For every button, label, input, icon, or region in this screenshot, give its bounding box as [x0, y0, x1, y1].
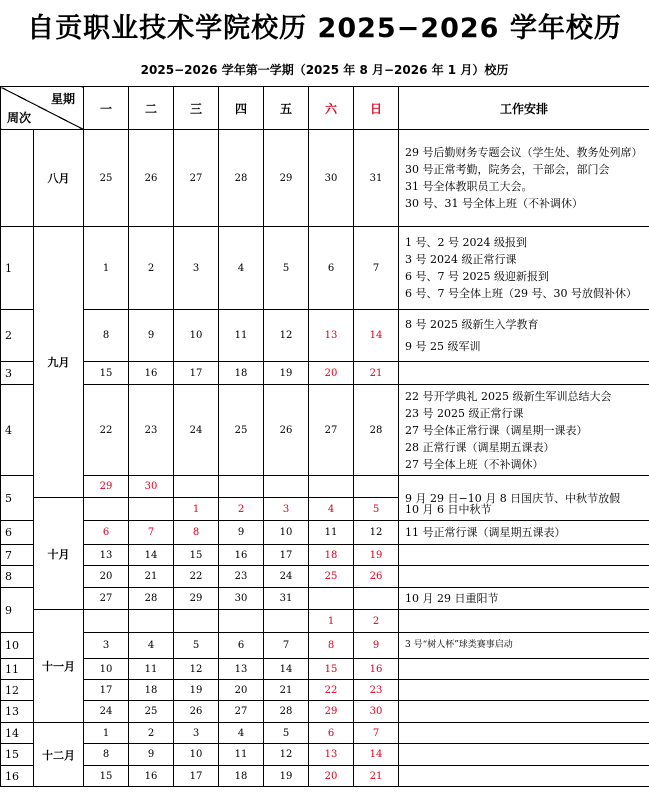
week-number: 5	[1, 476, 34, 521]
day-cell: 17	[174, 362, 219, 385]
day-cell: 13	[84, 545, 129, 566]
day-cell: 2	[219, 498, 264, 521]
day-cell: 20	[84, 566, 129, 588]
work-cell-empty	[399, 701, 649, 723]
day-cell: 8	[84, 744, 129, 766]
table-row	[1, 545, 649, 566]
day-cell: 29	[174, 588, 219, 610]
day-cell: 22	[309, 680, 354, 701]
work-item: 1 号、2 号 2024 级报到	[405, 236, 527, 249]
day-cell: 6	[309, 723, 354, 744]
day-cell: 15	[84, 766, 129, 787]
day-cell: 18	[219, 766, 264, 787]
day-cell: 5	[264, 227, 309, 310]
day-cell: 9	[354, 633, 399, 659]
day-cell: 7	[354, 723, 399, 744]
day-cell	[129, 610, 174, 633]
header-row	[1, 87, 649, 130]
work-item: 6 号、7 号全体上班（29 号、30 号放假补休）	[405, 287, 637, 300]
day-cell: 20	[219, 680, 264, 701]
day-cell: 15	[174, 545, 219, 566]
day-cell: 12	[264, 744, 309, 766]
day-cell: 27	[174, 130, 219, 227]
day-cell: 28	[219, 130, 264, 227]
day-cell: 24	[84, 701, 129, 723]
week-number	[1, 130, 34, 227]
week-number: 13	[1, 701, 34, 723]
day-cell: 3	[174, 723, 219, 744]
day-cell: 15	[84, 362, 129, 385]
work-cell-week6	[399, 502, 649, 545]
day-cell: 31	[354, 130, 399, 227]
day-cell: 8	[174, 521, 219, 545]
day-cell: 30	[219, 588, 264, 610]
work-item: 30 号、31 号全体上班（不补调休）	[405, 197, 583, 210]
day-cell: 10	[174, 744, 219, 766]
day-cell: 4	[219, 227, 264, 310]
day-cell: 1	[84, 227, 129, 310]
header-corner	[1, 87, 84, 130]
day-cell: 16	[219, 545, 264, 566]
day-cell: 11	[219, 310, 264, 362]
day-cell: 10	[174, 310, 219, 362]
page-subtitle: 2025−2026 学年第一学期（2025 年 8 月−2026 年 1 月）校历	[140, 63, 509, 77]
week-number: 6	[1, 521, 34, 545]
day-cell: 2	[129, 723, 174, 744]
day-cell: 16	[129, 766, 174, 787]
work-cell-empty	[399, 659, 649, 680]
day-cell: 4	[129, 633, 174, 659]
day-cell: 27	[219, 701, 264, 723]
day-cell: 23	[219, 566, 264, 588]
day-cell: 2	[354, 610, 399, 633]
day-cell: 25	[219, 385, 264, 476]
week-number: 15	[1, 744, 34, 766]
work-item: 6 号、7 号 2025 级迎新报到	[405, 270, 549, 283]
month-dec: 十二月	[34, 723, 84, 787]
day-cell	[354, 588, 399, 610]
header-day-sun: 日	[354, 87, 399, 130]
day-cell: 20	[309, 362, 354, 385]
work-cell-week5: 9 月 29 日−10 月 8 日国庆节、中秋节放假	[399, 476, 649, 521]
day-cell: 29	[264, 130, 309, 227]
month-nov: 十一月	[34, 610, 84, 723]
day-cell: 11	[129, 659, 174, 680]
day-cell: 12	[264, 310, 309, 362]
day-cell: 15	[309, 659, 354, 680]
work-cell-empty	[399, 744, 649, 766]
table-row	[1, 680, 649, 701]
work-cell-week10: 3 号“树人杯”球类赛事启动	[399, 633, 649, 659]
week-number: 1	[1, 227, 34, 310]
work-cell-empty	[399, 545, 649, 566]
header-day-sat: 六	[309, 87, 354, 130]
day-cell: 18	[309, 545, 354, 566]
day-cell: 23	[129, 385, 174, 476]
day-cell: 25	[129, 701, 174, 723]
day-cell: 9	[219, 521, 264, 545]
day-cell: 17	[84, 680, 129, 701]
day-cell: 11	[309, 521, 354, 545]
table-row	[1, 659, 649, 680]
day-cell: 19	[354, 545, 399, 566]
day-cell: 3	[264, 498, 309, 521]
day-cell: 29	[309, 701, 354, 723]
day-cell: 26	[354, 566, 399, 588]
table-row	[1, 633, 649, 659]
work-item: 22 号开学典礼 2025 级新生军训总结大会	[405, 389, 612, 403]
header-day-fri: 五	[264, 87, 309, 130]
table-row	[1, 723, 649, 744]
day-cell: 9	[129, 310, 174, 362]
day-cell: 26	[264, 385, 309, 476]
day-cell: 12	[174, 659, 219, 680]
week-number: 12	[1, 680, 34, 701]
table-row	[1, 701, 649, 723]
day-cell: 21	[264, 680, 309, 701]
work-cell-aug	[399, 130, 649, 227]
month-oct: 十月	[34, 498, 84, 610]
day-cell: 19	[264, 766, 309, 787]
day-cell: 5	[264, 723, 309, 744]
day-cell: 13	[309, 744, 354, 766]
table-row	[1, 362, 649, 385]
day-cell: 11	[219, 744, 264, 766]
page-title: 自贡职业技术学院校历 2025−2026 学年校历	[27, 13, 622, 44]
week-number: 8	[1, 566, 34, 588]
day-cell: 27	[309, 385, 354, 476]
day-cell	[264, 610, 309, 633]
header-day-mon: 一	[84, 87, 129, 130]
day-cell: 26	[174, 701, 219, 723]
work-item: 10 月 6 日中秋节	[405, 502, 492, 516]
work-item: 11 号正常行课（调星期五课表）	[405, 525, 566, 539]
day-cell: 26	[129, 130, 174, 227]
work-cell-empty	[399, 723, 649, 744]
week-number: 4	[1, 385, 34, 476]
day-cell: 1	[309, 610, 354, 633]
day-cell: 30	[129, 476, 174, 498]
work-cell-empty	[399, 766, 649, 787]
day-cell: 30	[354, 701, 399, 723]
day-cell: 10	[84, 659, 129, 680]
day-cell: 21	[354, 362, 399, 385]
day-cell: 12	[354, 521, 399, 545]
day-cell: 3	[174, 227, 219, 310]
day-cell: 1	[84, 723, 129, 744]
day-cell: 21	[129, 566, 174, 588]
work-cell-empty	[399, 362, 649, 385]
table-row	[1, 310, 649, 362]
day-cell: 3	[84, 633, 129, 659]
day-cell: 31	[264, 588, 309, 610]
table-row	[1, 385, 649, 476]
day-cell: 18	[129, 680, 174, 701]
work-item: 27 号全体上班（不补调休）	[405, 457, 544, 471]
day-cell: 7	[129, 521, 174, 545]
day-cell: 9	[129, 744, 174, 766]
work-cell-empty	[399, 680, 649, 701]
table-row	[1, 766, 649, 787]
day-cell: 21	[354, 766, 399, 787]
table-row	[1, 476, 649, 498]
day-cell: 7	[264, 633, 309, 659]
day-cell	[84, 498, 129, 521]
day-cell: 13	[309, 310, 354, 362]
month-sep: 九月	[34, 227, 84, 498]
day-cell	[174, 476, 219, 498]
week-number: 2	[1, 310, 34, 362]
week-label: 周次	[7, 111, 32, 125]
header-day-thu: 四	[219, 87, 264, 130]
work-item: 9 号 25 级军训	[405, 339, 481, 353]
day-cell: 27	[84, 588, 129, 610]
work-cell-empty	[399, 566, 649, 588]
table-row	[1, 521, 649, 545]
day-cell	[219, 476, 264, 498]
week-number: 3	[1, 362, 34, 385]
day-cell: 14	[354, 310, 399, 362]
day-cell: 23	[354, 680, 399, 701]
day-cell: 14	[264, 659, 309, 680]
work-item: 3 号 2024 级正常行课	[405, 253, 517, 266]
day-cell: 6	[84, 521, 129, 545]
day-cell: 17	[264, 545, 309, 566]
day-cell: 18	[219, 362, 264, 385]
table-row	[1, 130, 649, 227]
day-cell: 2	[129, 227, 174, 310]
day-cell	[264, 476, 309, 498]
table-row	[1, 588, 649, 610]
day-cell: 8	[309, 633, 354, 659]
work-cell-empty	[399, 610, 649, 633]
work-item: 29 号后勤财务专题会议（学生处、教务处列席）	[405, 146, 643, 159]
day-cell: 10	[264, 521, 309, 545]
day-cell	[219, 610, 264, 633]
day-cell	[174, 610, 219, 633]
day-cell	[129, 498, 174, 521]
day-cell: 4	[219, 723, 264, 744]
day-cell: 29	[84, 476, 129, 498]
day-cell: 22	[174, 566, 219, 588]
day-cell: 28	[129, 588, 174, 610]
work-item: 8 号 2025 级新生入学教育	[405, 317, 539, 331]
day-cell: 5	[174, 633, 219, 659]
day-cell: 14	[354, 744, 399, 766]
day-cell	[354, 476, 399, 498]
day-cell: 8	[84, 310, 129, 362]
work-item: 28 正常行课（调星期五课表）	[405, 440, 555, 454]
week-number: 14	[1, 723, 34, 744]
header-work: 工作安排	[399, 87, 649, 130]
day-cell: 16	[354, 659, 399, 680]
day-cell: 13	[219, 659, 264, 680]
day-cell: 6	[219, 633, 264, 659]
day-cell: 20	[309, 766, 354, 787]
day-cell: 7	[354, 227, 399, 310]
week-number: 16	[1, 766, 34, 787]
day-cell	[309, 588, 354, 610]
work-cell-week4	[399, 385, 649, 476]
day-cell: 17	[174, 766, 219, 787]
day-cell: 14	[129, 545, 174, 566]
day-cell: 19	[174, 680, 219, 701]
work-cell-week9: 10 月 29 日重阳节	[399, 588, 649, 610]
work-cell-week1	[399, 227, 649, 310]
day-cell	[309, 476, 354, 498]
weekday-label: 星期	[50, 92, 75, 106]
table-row	[1, 610, 649, 633]
day-cell: 6	[309, 227, 354, 310]
work-item: 31 号全体教职员工大会。	[405, 180, 533, 193]
day-cell: 25	[84, 130, 129, 227]
month-aug: 八月	[34, 130, 84, 227]
day-cell: 24	[264, 566, 309, 588]
table-row	[1, 744, 649, 766]
day-cell: 30	[309, 130, 354, 227]
work-cell-week2	[399, 310, 649, 362]
week-number: 11	[1, 659, 34, 680]
work-item: 23 号 2025 级正常行课	[405, 406, 524, 420]
week-number: 9	[1, 588, 34, 633]
day-cell	[84, 610, 129, 633]
day-cell: 24	[174, 385, 219, 476]
day-cell: 5	[354, 498, 399, 521]
table-row	[1, 566, 649, 588]
day-cell: 4	[309, 498, 354, 521]
day-cell: 16	[129, 362, 174, 385]
day-cell: 22	[84, 385, 129, 476]
work-item: 30 号正常考勤，院务会，干部会，部门会	[405, 163, 610, 176]
header-day-tue: 二	[129, 87, 174, 130]
day-cell: 28	[264, 701, 309, 723]
header-day-wed: 三	[174, 87, 219, 130]
day-cell: 28	[354, 385, 399, 476]
work-item: 27 号全体正常行课（调星期一课表）	[405, 423, 588, 437]
day-cell: 25	[309, 566, 354, 588]
calendar-table	[0, 86, 649, 787]
day-cell: 1	[174, 498, 219, 521]
table-row	[1, 227, 649, 310]
day-cell: 19	[264, 362, 309, 385]
week-number: 10	[1, 633, 34, 659]
week-number: 7	[1, 545, 34, 566]
